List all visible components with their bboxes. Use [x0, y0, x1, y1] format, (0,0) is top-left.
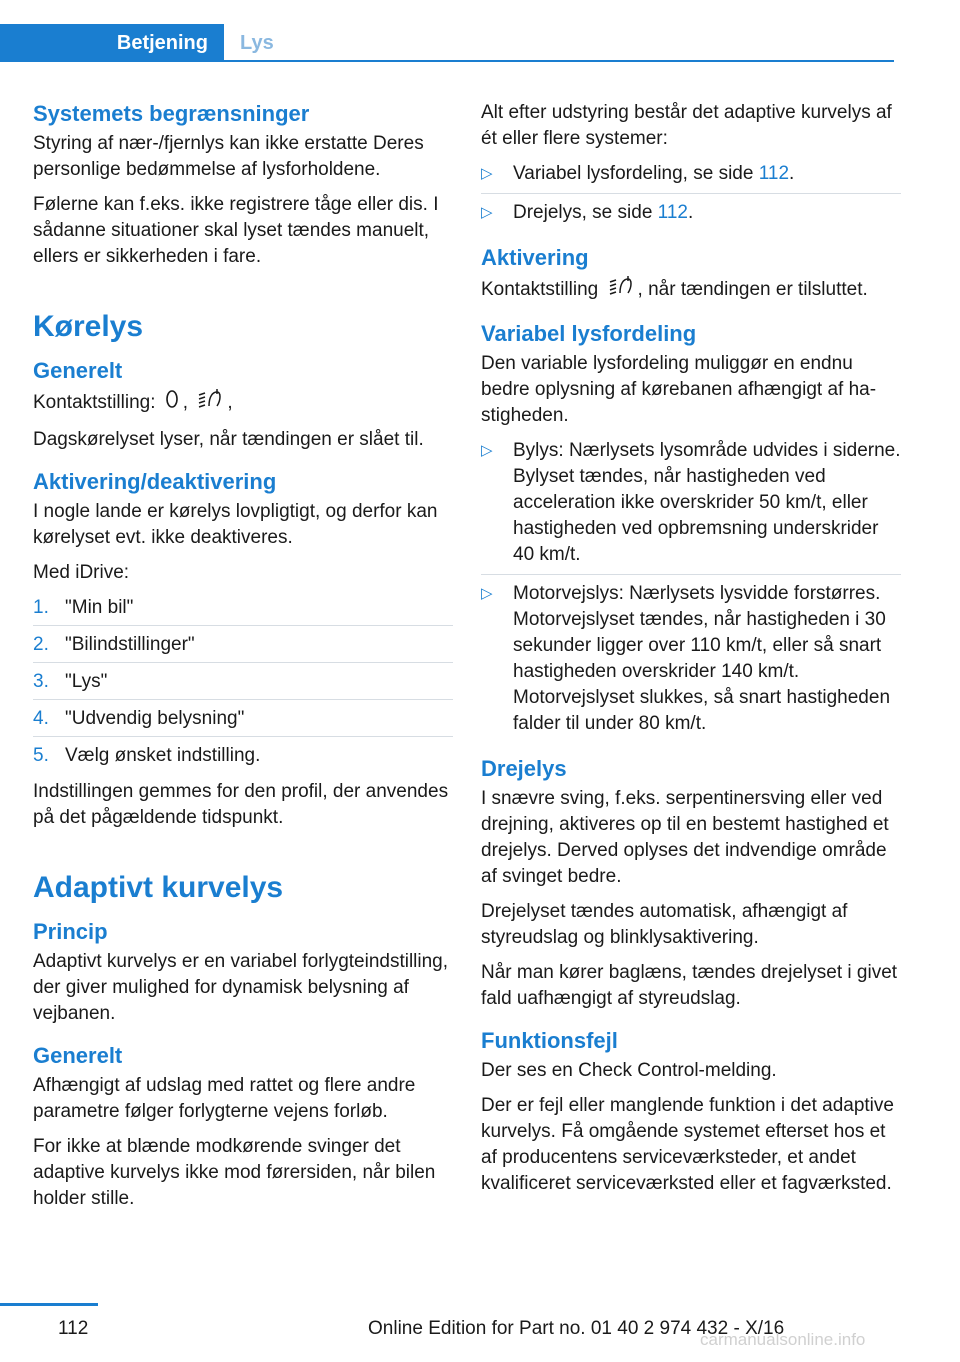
section-tab-betjening: Betjening — [0, 24, 224, 62]
paragraph: Der er fejl eller manglende funktion i det adaptive kurvelys. Få omgående systemet efterset hos et af producentens serviceværksteder, et andet kvalificeret serviceværksted eller et fagværksted. — [481, 1095, 894, 1194]
systems-list — [481, 161, 901, 232]
page-link[interactable]: 112 — [657, 202, 688, 223]
heading-funktionsfejl: Funktionsfejl — [481, 1028, 618, 1053]
page-number: 112 — [58, 1318, 89, 1339]
list-item: ▷ Bylys: Nærlysets lysområde udvides i siderne. Bylyset tændes, når hastigheden ved acceleration ikke overskrider 50 km/t, eller hastigheden ved opbremsning underskrider 40 km/t. — [481, 438, 901, 575]
heading-generelt: Generelt — [33, 358, 123, 383]
right-column — [481, 100, 901, 1206]
watermark: carmanualsonline.info — [700, 1330, 866, 1349]
list-item: 5. Vælg ønsket indstilling. — [33, 745, 261, 766]
triangle-bullet-icon: ▷ — [481, 165, 493, 182]
ignition-off-icon — [165, 389, 179, 417]
paragraph: Afhængigt af udslag med rattet og flere andre parametre følger forlygterne vejens forløb. — [33, 1075, 416, 1122]
left-column — [33, 100, 453, 1221]
paragraph: Alt efter udstyring består det adaptive kurvelys af ét eller flere systemer: — [481, 102, 892, 149]
idrive-steps-list — [33, 595, 453, 773]
header-rule — [224, 60, 894, 62]
edition-text: Online Edition for Part no. 01 40 2 974 432 - X/16 — [368, 1318, 785, 1339]
list-item: 2. "Bilindstillinger" — [33, 632, 453, 663]
paragraph: Dagskørelyset lyser, når tændingen er slået til. — [33, 429, 424, 450]
list-item: ▷ Drejelys, se side 112. — [481, 200, 901, 232]
heading-generelt-2: Generelt — [33, 1043, 123, 1068]
paragraph: I nogle lande er kørelys lovpligtigt, og derfor kan kørelyset evt. ikke deaktiveres. — [33, 501, 438, 548]
page-link[interactable]: 112 — [758, 163, 790, 184]
paragraph: Når man kører baglæns, tændes drejelyset i givet fald uafhængigt af styreudslag. — [481, 962, 898, 1009]
variabel-list — [481, 438, 901, 743]
heading-drejelys: Drejelys — [481, 756, 567, 781]
paragraph: For ikke at blænde modkørende svinger det adaptive kurvelys ikke mod førersiden, når bilen holder stille. — [33, 1136, 436, 1209]
heading-aktivering-deaktivering: Aktivering/deaktivering — [33, 469, 277, 494]
list-item: ▷ Motorvejslys: Nærlysets lysvidde forstørres. Motorvejslyset tændes, når hastigheden i 30 sekunder ligger over 110 km/t, eller så snart hastigheden overskrider 140 km/t. Motorvejslyset slukkes, så snart hastigheden falder til under 80 km/t. — [481, 581, 901, 743]
paragraph: Adaptivt kurvelys er en variabel forlygteindstilling, der giver mulighed for dynamisk belysning af vejbanen. — [33, 951, 449, 1024]
triangle-bullet-icon: ▷ — [481, 204, 493, 221]
radio-ready-icon — [197, 388, 223, 418]
paragraph: Den variable lysfordeling muliggør en endnu bedre oplysning af kørebanen afhængigt af hastigheden. — [481, 353, 877, 426]
list-item: 3. "Lys" — [33, 669, 453, 700]
radio-ready-icon — [608, 275, 634, 305]
heading-adaptivt-kurvelys: Adaptivt kurvelys — [33, 871, 284, 904]
heading-systemets-begraensninger: Systemets begrænsninger — [33, 101, 310, 126]
heading-variabel-lysfordeling: Variabel lysfordeling — [481, 321, 697, 346]
triangle-bullet-icon: ▷ — [481, 585, 493, 602]
list-item: 4. "Udvendig belysning" — [33, 706, 453, 737]
triangle-bullet-icon: ▷ — [481, 442, 493, 459]
footer-rule — [0, 1303, 98, 1306]
paragraph: Drejelyset tændes automatisk, afhængigt af styreudslag og blinklysaktivering. — [481, 901, 848, 948]
list-item: ▷ Variabel lysfordeling, se side 112. — [481, 161, 901, 194]
page-header — [0, 0, 960, 62]
kontaktstilling-label: Kontaktstilling: — [33, 392, 156, 414]
paragraph: I snævre sving, f.eks. serpentinersving eller ved drejning, aktiveres op til en bestemt hastighed et drejelys. Derved oplyses det indvendige område af svinget bedre. — [481, 788, 889, 887]
paragraph: Følerne kan f.eks. ikke registrere tåge eller dis. I sådanne situationer skal lyset tændes manuelt, ellers er sikkerheden i fare. — [33, 194, 439, 267]
heading-princip: Princip — [33, 919, 108, 944]
heading-korelys: Kørelys — [33, 310, 144, 343]
heading-aktivering: Aktivering — [481, 245, 589, 270]
kontaktstilling-line: Kontaktstilling , når tændingen er tilsluttet. — [481, 275, 901, 305]
paragraph: Med iDrive: — [33, 562, 130, 583]
paragraph: Styring af nær-/fjernlys kan ikke erstatte Deres personlige bedømmelse af lysforholdene. — [33, 133, 424, 180]
paragraph: Indstillingen gemmes for den profil, der anvendes på det pågældende tidspunkt. — [33, 781, 449, 828]
kontaktstilling-line: Kontaktstilling: , , — [33, 388, 453, 418]
list-item: 1. "Min bil" — [33, 595, 453, 626]
paragraph: Der ses en Check Control-melding. — [481, 1060, 777, 1081]
section-tab-lys: Lys — [240, 31, 274, 54]
